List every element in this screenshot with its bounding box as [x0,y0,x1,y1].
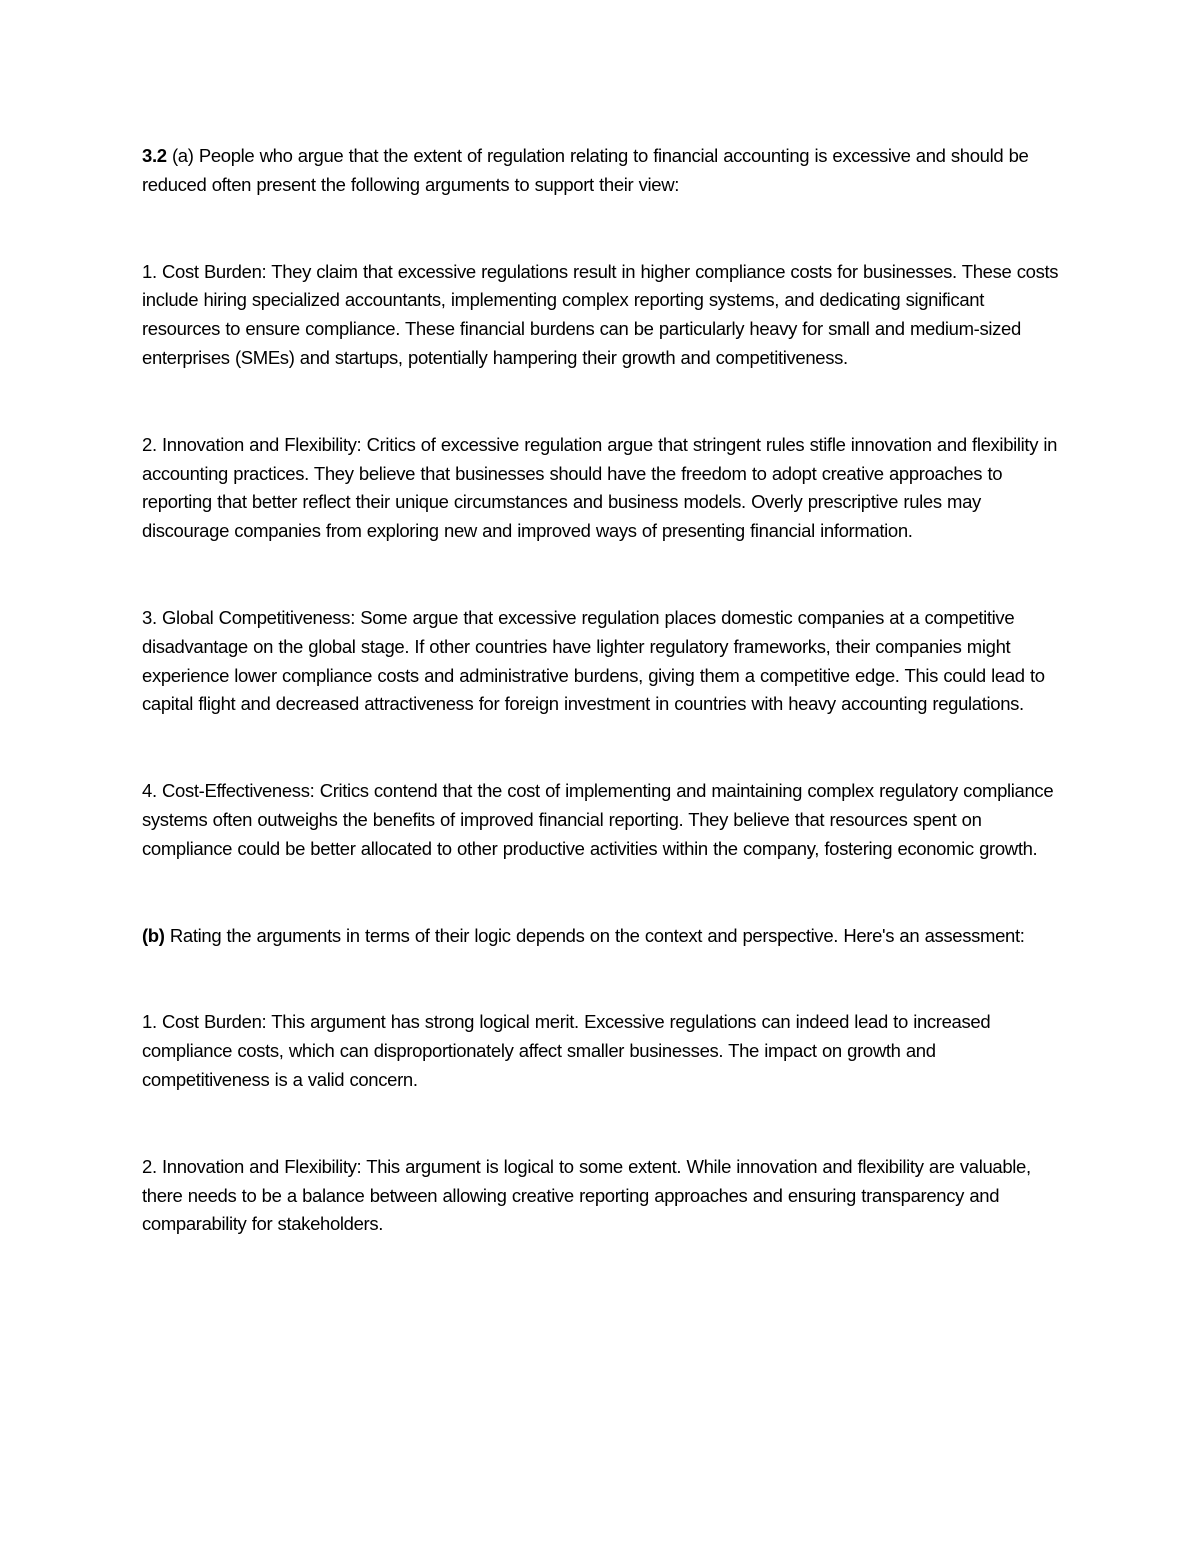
document-page [142,142,1062,1239]
part-a-label: (a) [171,145,194,166]
part-b-rating-cost-burden: 1. Cost Burden: This argument has strong logical merit. Excessive regulations can indeed lead to increased compliance costs, which can disproportionately affect smaller businesses. The impact on growth and competitiveness is a valid concern. [142,1011,991,1090]
intro-text: People who argue that the extent of regulation relating to financial accounting is excessive and should be reduced often present the following arguments to support their view: [142,145,1029,195]
part-b-rating-innovation-flexibility: 2. Innovation and Flexibility: This argument is logical to some extent. While innovation and flexibility are valuable, there needs to be a balance between allowing creative reporting approaches and ensuring transparency and comparability for stakeholders. [142,1155,1031,1235]
part-b-label: (b) [142,924,165,946]
part-a-argument-innovation-flexibility: 2. Innovation and Flexibility: Critics of excessive regulation argue that stringent rules stifle innovation and flexibility in accounting practices. They believe that businesses should have the freedom to adopt creative approaches to reporting that better reflect their unique circumstances and business models. Overly prescriptive rules may discourage companies from exploring new and improved ways of presenting financial information. [142,433,1058,542]
question-number: 3.2 [142,145,167,166]
part-a-argument-global-competitiveness: 3. Global Competitiveness: Some argue that excessive regulation places domestic companies at a competitive disadvantage on the global stage. If other countries have lighter regulatory frameworks, their companies might experience lower compliance costs and administrative burdens, giving them a competitive edge. This could lead to capital flight and decreased attractiveness for foreign investment in countries with heavy accounting regulations. [142,606,1045,715]
question-intro [142,142,1062,200]
part-b-intro [142,922,1062,951]
part-a-argument-cost-burden: 1. Cost Burden: They claim that excessive regulations result in higher compliance costs for businesses. These costs include hiring specialized accountants, implementing complex reporting systems, and dedicating significant resources to ensure compliance. These financial burdens can be particularly heavy for small and medium-sized enterprises (SMEs) and startups, potentially hampering their growth and competitiveness. [142,260,1059,368]
part-a-argument-cost-effectiveness: 4. Cost-Effectiveness: Critics contend that the cost of implementing and maintaining complex regulatory compliance systems often outweighs the benefits of improved financial reporting. They believe that resources spent on compliance could be better allocated to other productive activities within the company, fostering economic growth. [142,780,1054,859]
part-b-intro-text: Rating the arguments in terms of their logic depends on the context and perspective. Here's an assessment: [169,924,1025,946]
